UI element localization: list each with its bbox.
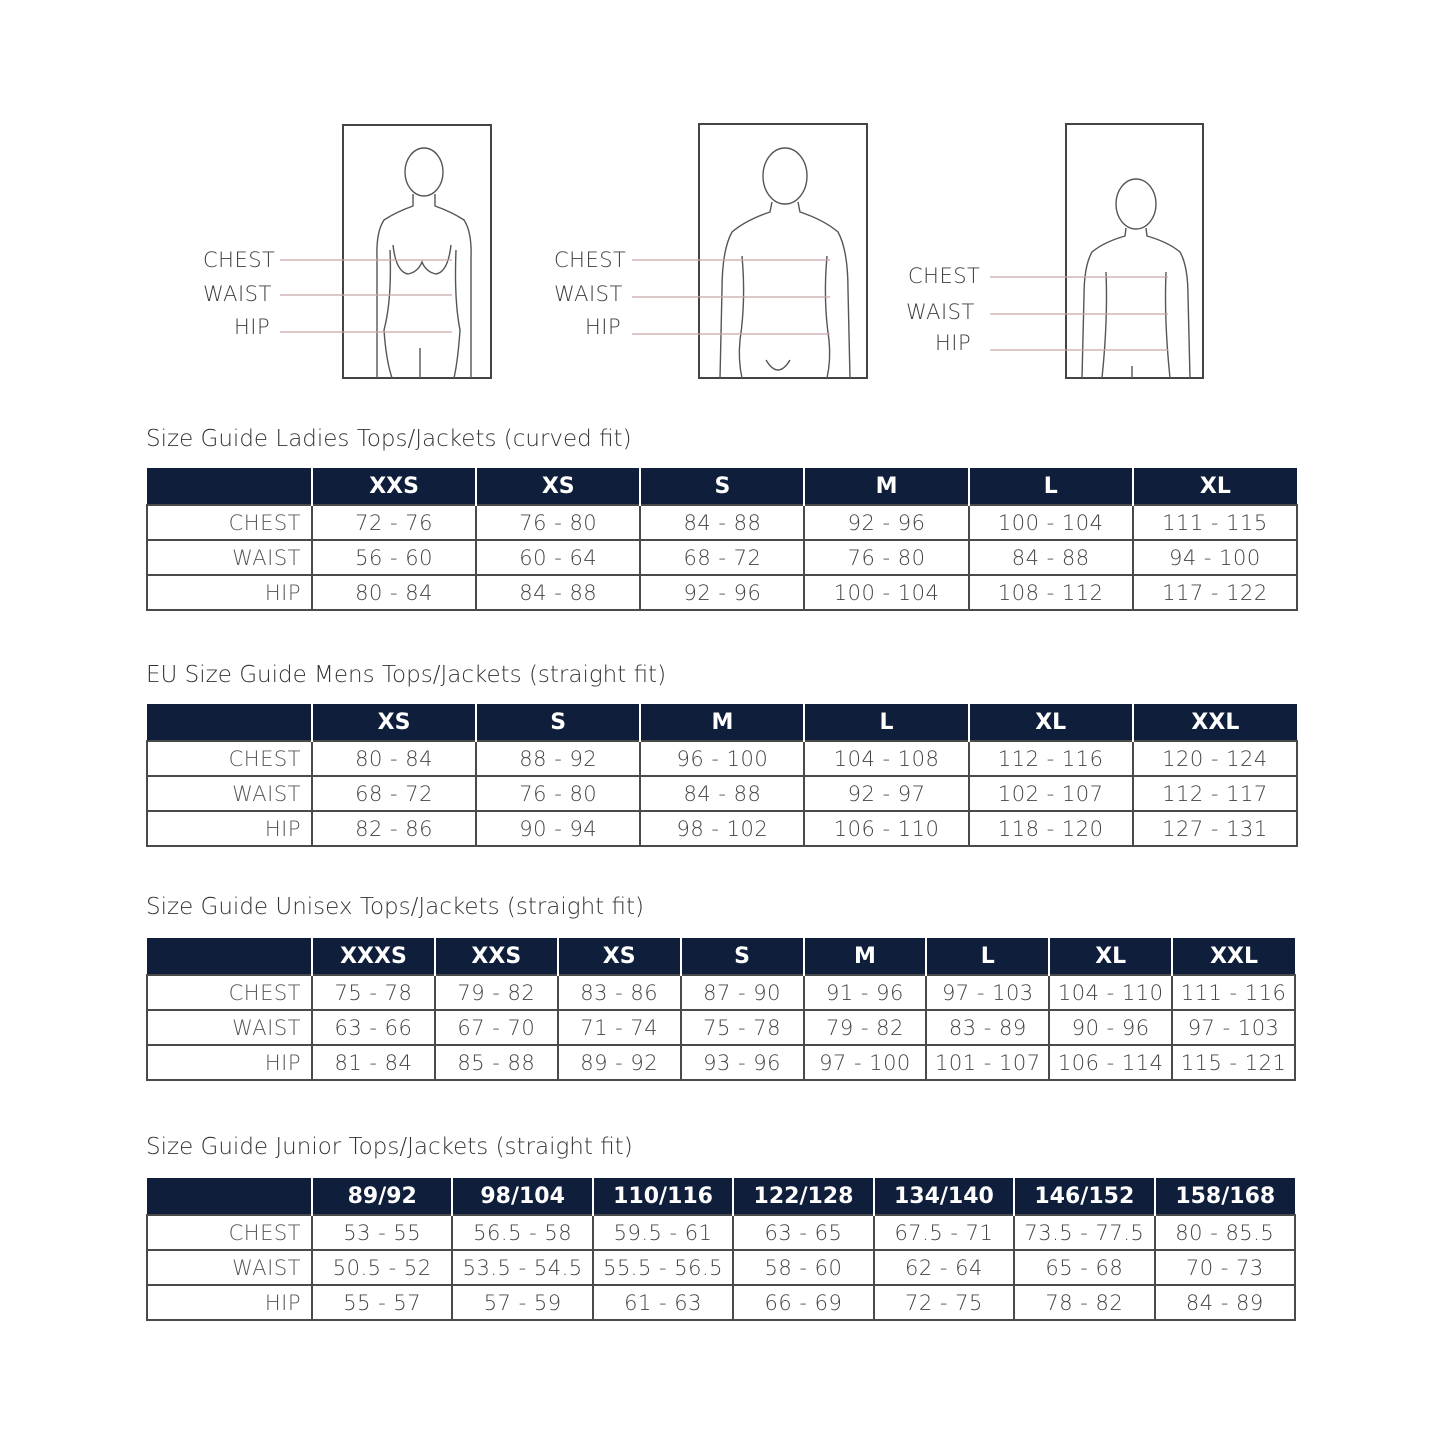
table-cell: 90 - 94 (476, 811, 640, 846)
size-header: 146/152 (1014, 1178, 1154, 1215)
table-cell: 92 - 96 (640, 575, 804, 610)
table-cell: 115 - 121 (1172, 1045, 1295, 1080)
table-cell: 111 - 116 (1172, 975, 1295, 1010)
size-header: S (476, 704, 640, 741)
table-cell: 83 - 89 (926, 1010, 1049, 1045)
table-cell: 92 - 97 (804, 776, 968, 811)
table-cell: 56 - 60 (312, 540, 476, 575)
table-cell: 127 - 131 (1133, 811, 1297, 846)
size-header: M (804, 468, 968, 505)
table-cell: 57 - 59 (452, 1285, 592, 1320)
size-header: S (681, 938, 804, 975)
mens-table-title: EU Size Guide Mens Tops/Jackets (straight fit) (146, 662, 667, 688)
table-cell: 84 - 88 (640, 505, 804, 540)
table-row (147, 776, 1297, 811)
size-header: XXL (1172, 938, 1295, 975)
table-cell: 70 - 73 (1155, 1250, 1295, 1285)
header-corner (147, 938, 312, 975)
junior-size-table (146, 1178, 1296, 1321)
waist-label: WAIST (906, 300, 975, 324)
table-cell: 80 - 84 (312, 741, 476, 776)
row-label: HIP (147, 575, 312, 610)
table-cell: 79 - 82 (435, 975, 558, 1010)
chest-label: CHEST (554, 248, 627, 272)
table-cell: 58 - 60 (733, 1250, 873, 1285)
table-cell: 97 - 100 (804, 1045, 927, 1080)
table-row (147, 1285, 1295, 1320)
header-corner (147, 704, 312, 741)
size-header: XXS (312, 468, 476, 505)
size-header: 110/116 (593, 1178, 733, 1215)
table-cell: 76 - 80 (476, 505, 640, 540)
size-header: 89/92 (312, 1178, 452, 1215)
row-label: WAIST (147, 540, 312, 575)
table-cell: 56.5 - 58 (452, 1215, 592, 1250)
row-label: CHEST (147, 741, 312, 776)
table-header-row (147, 1178, 1295, 1215)
size-header: XL (1133, 468, 1297, 505)
table-cell: 55 - 57 (312, 1285, 452, 1320)
size-header: 158/168 (1155, 1178, 1295, 1215)
table-cell: 106 - 114 (1049, 1045, 1172, 1080)
size-header: XL (969, 704, 1133, 741)
row-label: WAIST (147, 1010, 312, 1045)
table-cell: 82 - 86 (312, 811, 476, 846)
table-cell: 118 - 120 (969, 811, 1133, 846)
table-cell: 101 - 107 (926, 1045, 1049, 1080)
table-cell: 120 - 124 (1133, 741, 1297, 776)
size-header: M (640, 704, 804, 741)
size-header: XXS (435, 938, 558, 975)
size-header: 122/128 (733, 1178, 873, 1215)
table-cell: 106 - 110 (804, 811, 968, 846)
hip-label: HIP (935, 331, 972, 355)
table-cell: 63 - 66 (312, 1010, 435, 1045)
table-cell: 61 - 63 (593, 1285, 733, 1320)
row-label: HIP (147, 1045, 312, 1080)
table-cell: 83 - 86 (558, 975, 681, 1010)
table-cell: 96 - 100 (640, 741, 804, 776)
table-cell: 112 - 117 (1133, 776, 1297, 811)
table-cell: 84 - 88 (969, 540, 1133, 575)
size-header: 98/104 (452, 1178, 592, 1215)
table-cell: 91 - 96 (804, 975, 927, 1010)
waist-label: WAIST (203, 282, 272, 306)
size-header: XS (476, 468, 640, 505)
size-header: XL (1049, 938, 1172, 975)
table-cell: 53.5 - 54.5 (452, 1250, 592, 1285)
table-cell: 117 - 122 (1133, 575, 1297, 610)
table-row (147, 811, 1297, 846)
junior-table-title: Size Guide Junior Tops/Jackets (straight fit) (146, 1134, 633, 1160)
chest-label: CHEST (908, 264, 981, 288)
table-cell: 73.5 - 77.5 (1014, 1215, 1154, 1250)
table-row (147, 575, 1297, 610)
table-cell: 98 - 102 (640, 811, 804, 846)
size-header: XS (558, 938, 681, 975)
table-cell: 100 - 104 (804, 575, 968, 610)
table-cell: 67.5 - 71 (874, 1215, 1014, 1250)
table-row (147, 1250, 1295, 1285)
table-cell: 88 - 92 (476, 741, 640, 776)
table-cell: 84 - 88 (640, 776, 804, 811)
table-row (147, 741, 1297, 776)
ladies-table-title: Size Guide Ladies Tops/Jackets (curved fit) (146, 426, 632, 452)
table-cell: 75 - 78 (312, 975, 435, 1010)
table-header-row (147, 468, 1297, 505)
table-cell: 87 - 90 (681, 975, 804, 1010)
table-cell: 92 - 96 (804, 505, 968, 540)
table-cell: 79 - 82 (804, 1010, 927, 1045)
junior-silhouette-icon (0, 0, 1445, 400)
table-row (147, 1010, 1295, 1045)
unisex-size-table (146, 938, 1296, 1081)
table-cell: 112 - 116 (969, 741, 1133, 776)
table-cell: 80 - 85.5 (1155, 1215, 1295, 1250)
table-cell: 108 - 112 (969, 575, 1133, 610)
table-row (147, 975, 1295, 1010)
table-cell: 68 - 72 (640, 540, 804, 575)
table-cell: 65 - 68 (1014, 1250, 1154, 1285)
row-label: WAIST (147, 1250, 312, 1285)
table-cell: 78 - 82 (1014, 1285, 1154, 1320)
row-label: CHEST (147, 505, 312, 540)
table-cell: 60 - 64 (476, 540, 640, 575)
hip-label: HIP (234, 315, 271, 339)
table-cell: 102 - 107 (969, 776, 1133, 811)
table-cell: 62 - 64 (874, 1250, 1014, 1285)
table-cell: 93 - 96 (681, 1045, 804, 1080)
row-label: CHEST (147, 1215, 312, 1250)
size-header: L (804, 704, 968, 741)
waist-label: WAIST (554, 282, 623, 306)
size-header: XS (312, 704, 476, 741)
table-row (147, 540, 1297, 575)
table-cell: 50.5 - 52 (312, 1250, 452, 1285)
table-cell: 111 - 115 (1133, 505, 1297, 540)
mens-size-table (146, 704, 1298, 847)
table-cell: 76 - 80 (476, 776, 640, 811)
size-header: L (926, 938, 1049, 975)
table-cell: 55.5 - 56.5 (593, 1250, 733, 1285)
table-cell: 104 - 110 (1049, 975, 1172, 1010)
header-corner (147, 468, 312, 505)
table-cell: 81 - 84 (312, 1045, 435, 1080)
table-cell: 89 - 92 (558, 1045, 681, 1080)
table-cell: 84 - 89 (1155, 1285, 1295, 1320)
table-header-row (147, 704, 1297, 741)
table-cell: 80 - 84 (312, 575, 476, 610)
header-corner (147, 1178, 312, 1215)
size-header: XXL (1133, 704, 1297, 741)
table-cell: 53 - 55 (312, 1215, 452, 1250)
table-cell: 71 - 74 (558, 1010, 681, 1045)
table-row (147, 1045, 1295, 1080)
row-label: WAIST (147, 776, 312, 811)
table-cell: 76 - 80 (804, 540, 968, 575)
row-label: HIP (147, 1285, 312, 1320)
size-header: 134/140 (874, 1178, 1014, 1215)
table-cell: 94 - 100 (1133, 540, 1297, 575)
table-cell: 97 - 103 (1172, 1010, 1295, 1045)
ladies-size-table (146, 468, 1298, 611)
table-header-row (147, 938, 1295, 975)
size-header: XXXS (312, 938, 435, 975)
table-row (147, 1215, 1295, 1250)
table-cell: 75 - 78 (681, 1010, 804, 1045)
row-label: HIP (147, 811, 312, 846)
table-cell: 104 - 108 (804, 741, 968, 776)
row-label: CHEST (147, 975, 312, 1010)
table-cell: 72 - 76 (312, 505, 476, 540)
size-header: M (804, 938, 927, 975)
table-cell: 68 - 72 (312, 776, 476, 811)
table-cell: 72 - 75 (874, 1285, 1014, 1320)
table-cell: 66 - 69 (733, 1285, 873, 1320)
table-cell: 90 - 96 (1049, 1010, 1172, 1045)
size-header: L (969, 468, 1133, 505)
chest-label: CHEST (203, 248, 276, 272)
unisex-table-title: Size Guide Unisex Tops/Jackets (straight fit) (146, 894, 644, 920)
table-row (147, 505, 1297, 540)
table-cell: 85 - 88 (435, 1045, 558, 1080)
table-cell: 84 - 88 (476, 575, 640, 610)
table-cell: 100 - 104 (969, 505, 1133, 540)
table-cell: 59.5 - 61 (593, 1215, 733, 1250)
table-cell: 67 - 70 (435, 1010, 558, 1045)
table-cell: 63 - 65 (733, 1215, 873, 1250)
size-header: S (640, 468, 804, 505)
table-cell: 97 - 103 (926, 975, 1049, 1010)
hip-label: HIP (585, 315, 622, 339)
